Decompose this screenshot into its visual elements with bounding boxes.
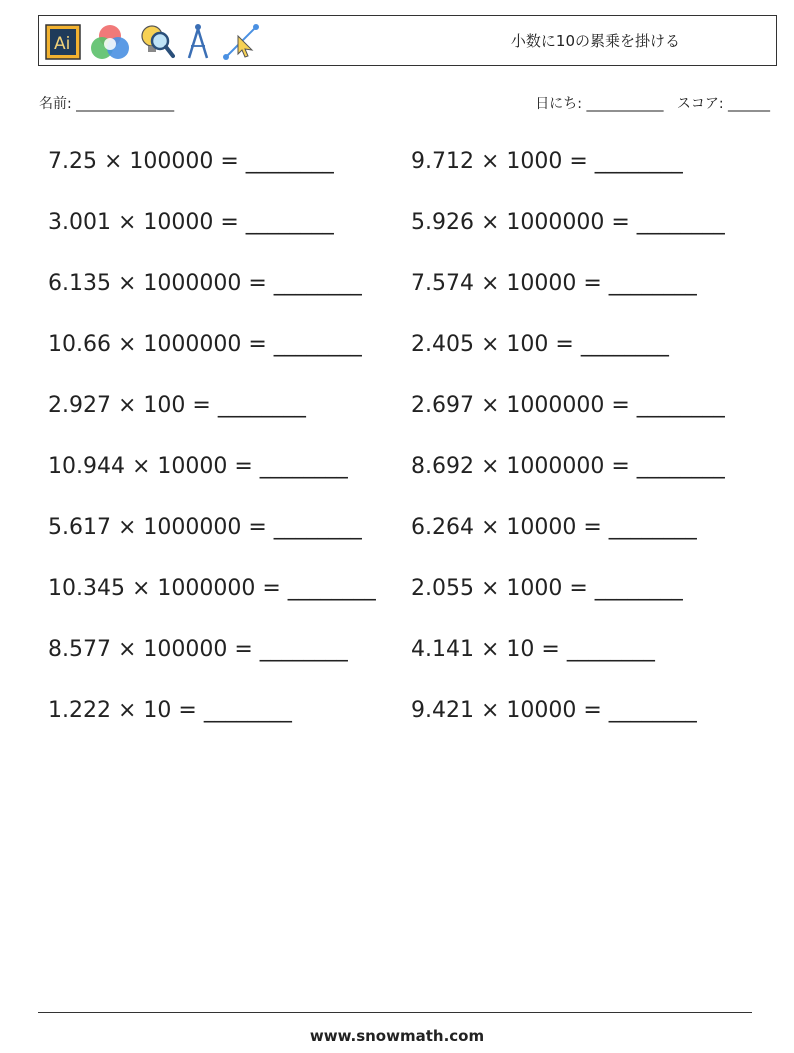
problem-right-8: 2.055 × 1000 = ________ bbox=[411, 576, 683, 601]
problem-left-7: 5.617 × 1000000 = ________ bbox=[48, 515, 362, 540]
problem-right-2: 5.926 × 1000000 = ________ bbox=[411, 210, 725, 235]
problem-left-10: 1.222 × 10 = ________ bbox=[48, 698, 292, 723]
name-label: 名前: bbox=[39, 96, 72, 112]
date-blank: ___________ bbox=[586, 96, 664, 112]
magnifier-bulb-icon bbox=[139, 22, 175, 62]
problem-left-4: 10.66 × 1000000 = ________ bbox=[48, 332, 362, 357]
problem-right-4: 2.405 × 100 = ________ bbox=[411, 332, 669, 357]
ai-icon bbox=[45, 24, 81, 60]
score-label: スコア: bbox=[676, 96, 724, 112]
header-icons bbox=[45, 22, 269, 62]
problem-right-6: 8.692 × 1000000 = ________ bbox=[411, 454, 725, 479]
worksheet-header bbox=[38, 15, 777, 66]
score-blank: ______ bbox=[728, 96, 770, 112]
footer-url: www.snowmath.com bbox=[309, 1027, 485, 1045]
pointer-tool-icon bbox=[221, 22, 261, 62]
problem-left-5: 2.927 × 100 = ________ bbox=[48, 393, 306, 418]
problem-left-1: 7.25 × 100000 = ________ bbox=[48, 149, 334, 174]
problem-right-10: 9.421 × 10000 = ________ bbox=[411, 698, 697, 723]
compass-icon bbox=[183, 22, 213, 62]
problem-right-7: 6.264 × 10000 = ________ bbox=[411, 515, 697, 540]
footer-divider bbox=[38, 1012, 752, 1013]
worksheet-title: 小数に10の累乗を掛ける bbox=[510, 32, 680, 50]
problem-right-3: 7.574 × 10000 = ________ bbox=[411, 271, 697, 296]
name-blank: ______________ bbox=[76, 96, 175, 112]
name-field bbox=[39, 93, 174, 113]
problem-left-3: 6.135 × 1000000 = ________ bbox=[48, 271, 362, 296]
svg-text:Ai: Ai bbox=[54, 34, 71, 54]
problem-left-6: 10.944 × 10000 = ________ bbox=[48, 454, 348, 479]
problem-right-9: 4.141 × 10 = ________ bbox=[411, 637, 655, 662]
problem-left-2: 3.001 × 10000 = ________ bbox=[48, 210, 334, 235]
date-label: 日にち: bbox=[535, 96, 583, 112]
problem-right-5: 2.697 × 1000000 = ________ bbox=[411, 393, 725, 418]
color-wheel-icon bbox=[89, 22, 131, 62]
date-score-fields bbox=[535, 93, 770, 113]
problem-left-8: 10.345 × 1000000 = ________ bbox=[48, 576, 376, 601]
problem-left-9: 8.577 × 100000 = ________ bbox=[48, 637, 348, 662]
problem-right-1: 9.712 × 1000 = ________ bbox=[411, 149, 683, 174]
